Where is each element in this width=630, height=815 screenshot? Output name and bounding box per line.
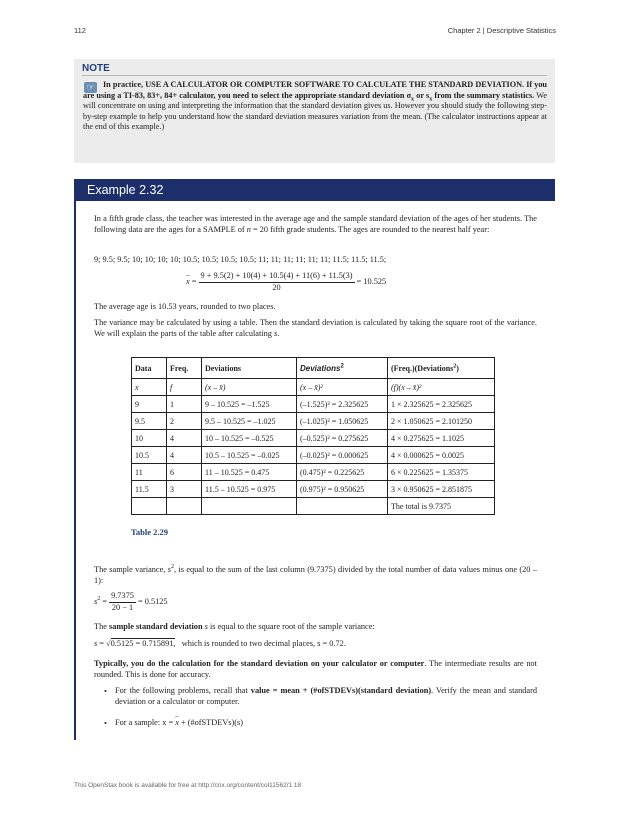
mean-formula: – x = $\frac{9 + 9.5(2) + 10(4) + 10.5(4) + 11(6) + 11.5(3)}{20}$ = 10.525	[94, 271, 537, 293]
table-total-row	[132, 498, 495, 515]
table-total: The total is 9.7375	[388, 498, 495, 515]
cell: 11.5	[132, 481, 167, 498]
table-symbol-row	[132, 379, 495, 396]
intro-paragraph: In a fifth grade class, the teacher was interested in the average age and the sample standard deviation of the ages of her students. The following data are the ages for a SAMPLE of n = 20 fifth grade students. The ages are rounded to the nearest half year:	[94, 214, 537, 234]
cell	[167, 498, 202, 515]
bullet-1: For the following problems, recall that value = mean + (#ofSTDEVs)(standard deviation). Verify the mean and standard deviation or a calculator or computer.	[115, 686, 537, 706]
symbol-freq-deviation: (f)(x – x̄)²	[388, 379, 495, 396]
hand-pointer-icon: ☞	[84, 82, 97, 93]
table-caption: Table 2.29	[131, 527, 169, 537]
cell: 9.5	[132, 413, 167, 430]
symbol-x: x	[132, 379, 167, 396]
cell: 4	[167, 430, 202, 447]
cell: 9.5 – 10.525 = –1.025	[202, 413, 297, 430]
header-freq: Freq.	[167, 358, 202, 379]
cell: 11 – 10.525 = 0.475	[202, 464, 297, 481]
symbol-deviation-squared: (x – x̄)²	[297, 379, 388, 396]
cell	[132, 498, 167, 515]
cell: 1	[167, 396, 202, 413]
cell: 4 × 0.000625 = 0.0025	[388, 447, 495, 464]
cell: (–1.525)² = 2.325625	[297, 396, 388, 413]
cell: 2	[167, 413, 202, 430]
note-text: In practice, USE A CALCULATOR OR COMPUTER SOFTWARE TO CALCULATE THE STANDARD DEVIATION. If you are using a TI-83, 83+, 84+ calculator, you need to select the appropriate standard deviation $\sigma_x$ or $s_x$ from the summary statistics. We will concentrate on using and interpreting the information that the standard deviation gives us. However you should study the following step-by-step example to help you understand how the standard deviation measures variation from the mean. (The calculator instructions appear at the end of this example.)	[83, 80, 547, 131]
deviation-table	[131, 357, 495, 515]
note-box	[74, 59, 555, 163]
variance-formula: $s^2$ = $\frac{9.7375}{20 - 1}$ = 0.5125	[94, 591, 168, 612]
cell: 4	[167, 447, 202, 464]
cell: 2 × 1.050625 = 2.101250	[388, 413, 495, 430]
bullet-dot: •	[104, 686, 107, 696]
cell: 6	[167, 464, 202, 481]
page-number: 112	[74, 26, 86, 35]
average-text: The average age is 10.53 years, rounded to two places.	[94, 302, 276, 311]
cell: 10.5 – 10.525 = –0.025	[202, 447, 297, 464]
table-row	[132, 430, 495, 447]
variance-intro: The variance may be calculated by using a table. Then the standard deviation is calculated by taking the square root of the variance. We will explain the parts of the table after calculating s.	[94, 318, 537, 338]
sd-formula: s = √0.5125 = 0.715891, which is rounded to two decimal places, s = 0.72.	[94, 639, 346, 648]
cell: 11.5 – 10.525 = 0.975	[202, 481, 297, 498]
chapter-title: Chapter 2 | Descriptive Statistics	[447, 26, 556, 35]
note-label: NOTE	[82, 63, 110, 74]
cell: (–0.525)² = 0.275625	[297, 430, 388, 447]
table-row	[132, 447, 495, 464]
header-data: Data	[132, 358, 167, 379]
header-freq-deviations: (Freq.)(Deviations$^2$)	[388, 358, 495, 379]
cell: 9 – 10.525 = –1.525	[202, 396, 297, 413]
typically-text: Typically, you do the calculation for the standard deviation on your calculator or computer. The intermediate results are not rounded. This is done for accuracy.	[94, 659, 537, 679]
sample-variance-text: The sample variance, $s^2$, is equal to the sum of the last column (9.7375) divided by the total number of data values minus one (20 – 1):	[94, 564, 537, 585]
data-list: 9; 9.5; 9.5; 10; 10; 10; 10; 10.5; 10.5; 10.5; 10.5; 11; 11; 11; 11; 11; 11; 11.5; 11.5; 11.5;	[94, 255, 387, 264]
table-row	[132, 481, 495, 498]
sd-text: The sample standard deviation s is equal to the square root of the sample variance:	[94, 622, 375, 631]
cell	[202, 498, 297, 515]
symbol-f: f	[167, 379, 202, 396]
example-side-rule	[74, 201, 76, 740]
table-header-row	[132, 358, 495, 379]
cell: (–0.025)² = 0.000625	[297, 447, 388, 464]
table-row	[132, 464, 495, 481]
cell: 10.5	[132, 447, 167, 464]
table-row	[132, 396, 495, 413]
cell: 6 × 0.225625 = 1.35375	[388, 464, 495, 481]
cell: 4 × 0.275625 = 1.1025	[388, 430, 495, 447]
cell: 3	[167, 481, 202, 498]
cell: 11	[132, 464, 167, 481]
symbol-deviation: (x – x̄)	[202, 379, 297, 396]
cell: 1 × 2.325625 = 2.325625	[388, 396, 495, 413]
cell: (0.975)² = 0.950625	[297, 481, 388, 498]
bullet-dot: •	[104, 718, 107, 728]
bullet-2: For a sample: x = – x + (#ofSTDEVs)(s)	[115, 718, 537, 729]
cell: 10 – 10.525 = –0.525	[202, 430, 297, 447]
table-row	[132, 413, 495, 430]
cell: 3 × 0.950625 = 2.851875	[388, 481, 495, 498]
footer-text: This OpenStax book is available for free at http://cnx.org/content/col11562/1.18	[74, 782, 302, 789]
cell: 9	[132, 396, 167, 413]
cell	[297, 498, 388, 515]
cell: (–1.025)² = 1.050625	[297, 413, 388, 430]
note-divider	[82, 75, 547, 76]
header-deviations-squared: Deviations$^2$	[297, 358, 388, 379]
cell: 10	[132, 430, 167, 447]
example-title: Example 2.32	[74, 179, 555, 201]
header-deviations: Deviations	[202, 358, 297, 379]
cell: (0.475)² = 0.225625	[297, 464, 388, 481]
